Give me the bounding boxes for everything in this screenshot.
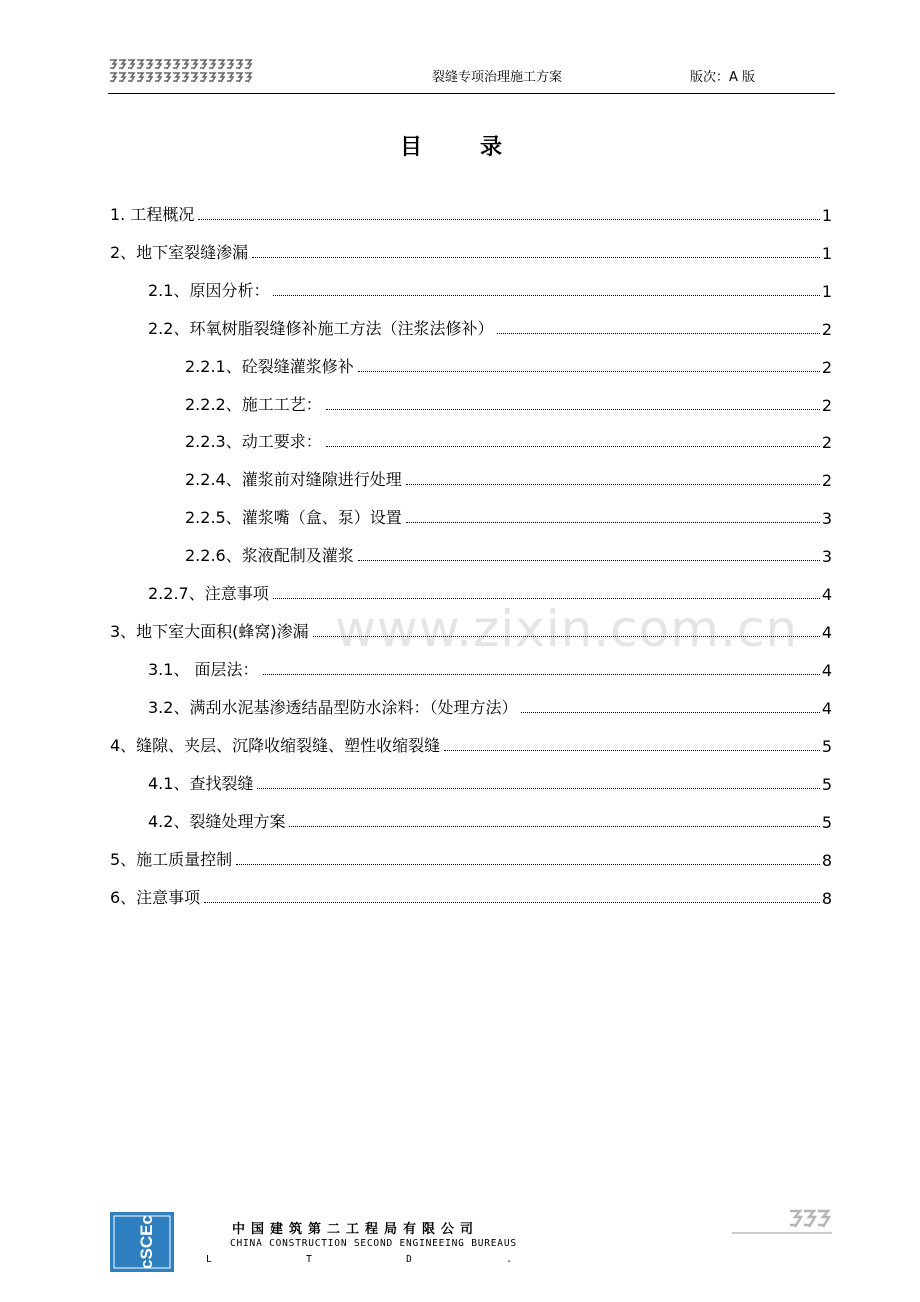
header-version: 版次：A 版 — [690, 70, 756, 85]
toc-leader-dots — [444, 750, 820, 751]
toc-entry-label: 2、地下室裂缝渗漏 — [110, 243, 249, 262]
toc-entry-label: 2.2.6、浆液配制及灌浆 — [185, 546, 354, 565]
toc-entry-label: 6、注意事项 — [110, 888, 201, 907]
toc-entry[interactable] — [148, 656, 832, 680]
toc-entry[interactable] — [148, 808, 832, 832]
footer-company-cn: 中国建筑第二工程局有限公司 — [232, 1222, 480, 1237]
toc-leader-dots — [273, 295, 819, 296]
toc-entry-page: 2 — [821, 471, 832, 490]
toc-entry-page: 3 — [821, 509, 832, 528]
toc-leader-dots — [406, 522, 820, 523]
toc-entry-label: 4、缝隙、夹层、沉降收缩裂缝、塑性收缩裂缝 — [110, 736, 441, 755]
toc-leader-dots — [289, 826, 819, 827]
toc-entry-page: 4 — [821, 623, 832, 642]
toc-entry-page: 5 — [821, 737, 832, 756]
toc-entry-label: 2.2.1、砼裂缝灌浆修补 — [185, 357, 354, 376]
toc-entry-page: 1 — [821, 206, 832, 225]
header-document-title: 裂缝专项治理施工方案 — [432, 70, 563, 85]
toc-leader-dots — [273, 598, 820, 599]
company-logo-text: cSCEc — [137, 1215, 156, 1269]
toc-entry-label: 2.2.4、灌浆前对缝隙进行处理 — [185, 470, 402, 489]
toc-entry-page: 2 — [821, 396, 832, 415]
toc-entry-label: 3、地下室大面积(蜂窝)渗漏 — [110, 622, 309, 641]
toc-leader-dots — [406, 484, 820, 485]
toc-leader-dots — [198, 219, 819, 220]
toc-entry-page: 1 — [821, 244, 832, 263]
footer-company-en: CHINA CONSTRUCTION SECOND ENGINEEING BUREAUS — [230, 1238, 517, 1249]
toc-entry-page: 3 — [821, 547, 832, 566]
toc-entry-page: 8 — [821, 851, 832, 870]
toc-entry[interactable] — [110, 239, 832, 263]
toc-entry-page: 4 — [821, 585, 832, 604]
toc-entry[interactable] — [110, 732, 832, 756]
toc-leader-dots — [313, 636, 820, 637]
toc-leader-dots — [497, 333, 819, 334]
toc-entry-page: 8 — [821, 889, 832, 908]
toc-leader-dots — [521, 712, 819, 713]
toc-entry[interactable] — [185, 353, 832, 377]
toc-leader-dots — [204, 902, 820, 903]
toc-entry-label: 2.1、原因分析： — [148, 281, 270, 300]
toc-entry-label: 4.1、查找裂缝 — [148, 774, 254, 793]
toc-entry-label: 2.2.5、灌浆嘴（盒、泵）设置 — [185, 508, 402, 527]
toc-entry[interactable] — [148, 315, 832, 339]
toc-entry-page: 1 — [821, 282, 832, 301]
toc-entry-page: 4 — [821, 661, 832, 680]
toc-entry[interactable] — [148, 770, 832, 794]
toc-entry-label: 4.2、裂缝处理方案 — [148, 812, 286, 831]
toc-entry[interactable] — [148, 580, 832, 604]
toc-leader-dots — [252, 257, 820, 258]
toc-leader-dots — [257, 788, 819, 789]
footer-ltd-letter: T — [306, 1254, 312, 1265]
toc-entry-page: 2 — [821, 320, 832, 339]
toc-entry-page: 5 — [821, 813, 832, 832]
footer-ltd-letter: D — [406, 1254, 412, 1265]
toc-leader-dots — [358, 371, 820, 372]
toc-entry-label: 3.2、满刮水泥基渗透结晶型防水涂料：（处理方法） — [148, 698, 518, 717]
toc-entry[interactable] — [185, 391, 832, 415]
toc-leader-dots — [263, 674, 820, 675]
toc-entry[interactable] — [148, 694, 832, 718]
toc-entry[interactable] — [110, 201, 832, 225]
toc-entry[interactable] — [185, 504, 832, 528]
page-title: 目 录 — [399, 135, 520, 160]
toc-entry-label: 5、施工质量控制 — [110, 850, 233, 869]
toc-entry-page: 2 — [821, 433, 832, 452]
toc-entry[interactable] — [185, 466, 832, 490]
toc-entry-label: 2.2.2、施工工艺： — [185, 395, 322, 414]
toc-entry-label: 2.2、环氧树脂裂缝修补施工方法（注浆法修补） — [148, 319, 494, 338]
toc-entry[interactable] — [148, 277, 832, 301]
toc-leader-dots — [236, 864, 820, 865]
toc-entry-label: 2.2.3、动工要求： — [185, 432, 322, 451]
toc-entry[interactable] — [110, 846, 832, 870]
toc-leader-dots — [326, 409, 820, 410]
toc-entry-page: 5 — [821, 775, 832, 794]
watermark: www.zixin.com.cn — [335, 600, 799, 658]
toc-entry[interactable] — [185, 542, 832, 566]
footer-ltd-letter: . — [506, 1254, 512, 1265]
toc-entry-label: 3.1、 面层法： — [148, 660, 259, 679]
toc-leader-dots — [358, 560, 820, 561]
toc-entry-label: 2.2.7、注意事项 — [148, 584, 269, 603]
toc-leader-dots — [326, 446, 820, 447]
footer-ltd-letter: L — [206, 1254, 212, 1265]
toc-entry[interactable] — [110, 618, 832, 642]
toc-entry-page: 2 — [821, 358, 832, 377]
toc-entry-label: 1. 工程概况 — [110, 205, 195, 224]
toc-entry[interactable] — [110, 884, 832, 908]
toc-entry-page: 4 — [821, 699, 832, 718]
toc-entry[interactable] — [185, 428, 832, 452]
